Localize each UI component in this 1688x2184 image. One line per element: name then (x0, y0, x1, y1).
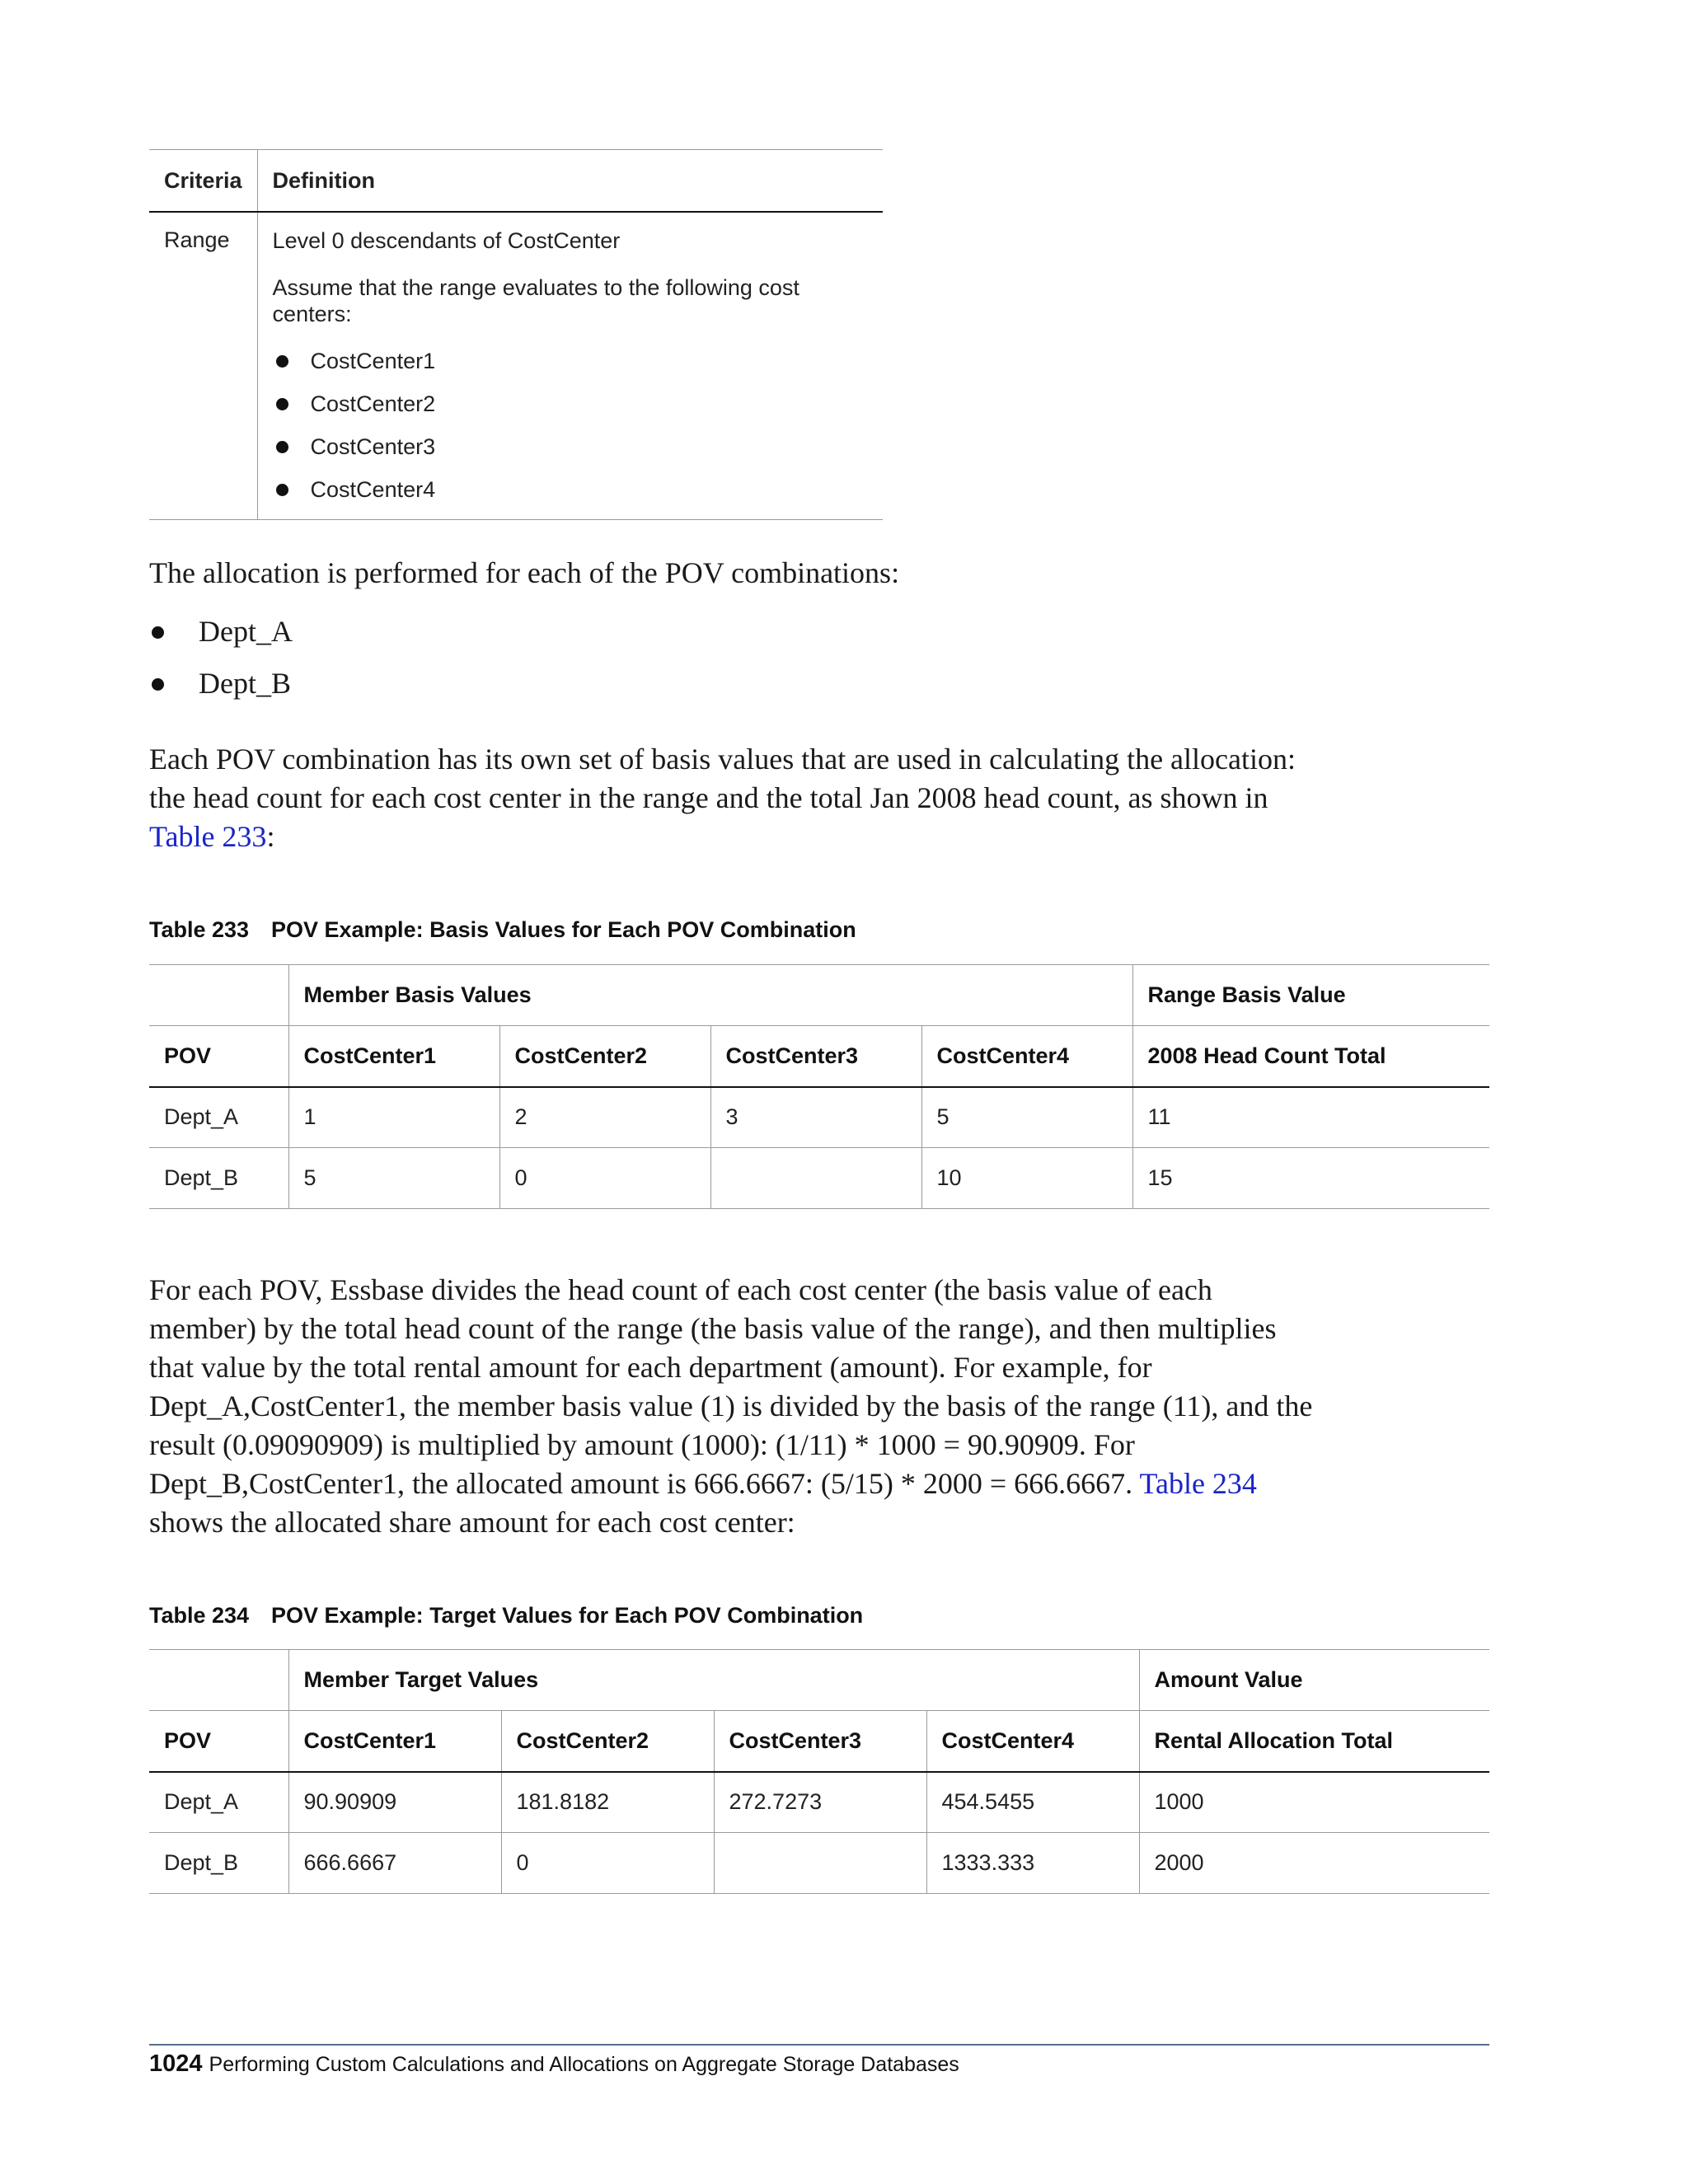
criteria-header: Criteria (149, 150, 257, 213)
definition-cell (257, 212, 883, 520)
group-header-row (149, 965, 1489, 1026)
table-234-number: Table 234 (149, 1603, 250, 1628)
divide-suffix: shows the allocated share amount for each cost center: (149, 1506, 795, 1539)
table-234-link[interactable]: Table 234 (1139, 1467, 1257, 1500)
column-header: Rental Allocation Total (1139, 1711, 1489, 1772)
table-cell: 1 (288, 1087, 499, 1148)
pov-list (149, 609, 293, 713)
table-233-number: Table 233 (149, 917, 250, 942)
table-row (149, 1772, 1489, 1833)
definition-header: Definition (257, 150, 883, 213)
basis-paragraph (149, 740, 1320, 856)
column-header: POV (149, 1026, 288, 1087)
table-cell: 666.6667 (288, 1833, 501, 1894)
table-cell: 1333.333 (926, 1833, 1139, 1894)
table-233-title: POV Example: Basis Values for Each POV Combination (271, 917, 856, 942)
table-233-link[interactable]: Table 233 (149, 820, 267, 853)
table-cell: 10 (921, 1148, 1132, 1209)
table-cell: 15 (1132, 1148, 1489, 1209)
table-234-caption (149, 1603, 863, 1629)
basis-suffix: : (266, 820, 275, 853)
footer-title: Performing Custom Calculations and Allocations on Aggregate Storage Databases (209, 2053, 959, 2076)
column-header-row (149, 1711, 1489, 1772)
basis-text: Each POV combination has its own set of basis values that are used in calculating the allocation: the head count for each cost center in the range and the total Jan 2008 head count, as shown in (149, 743, 1296, 814)
criteria-table (149, 149, 883, 520)
criteria-header-row (149, 150, 883, 213)
intro-paragraph: The allocation is performed for each of the POV combinations: (149, 556, 900, 589)
footer-divider (149, 2044, 1489, 2046)
table-cell: 2000 (1139, 1833, 1489, 1894)
group-header-member-basis: Member Basis Values (288, 965, 1132, 1026)
column-header: CostCenter3 (714, 1711, 926, 1772)
group-header-row (149, 1650, 1489, 1711)
list-item: Dept_A (149, 609, 293, 661)
page-footer (149, 2050, 959, 2078)
list-item: CostCenter4 (273, 476, 868, 503)
table-cell: Dept_B (149, 1833, 288, 1894)
table-cell: 5 (921, 1087, 1132, 1148)
column-header: 2008 Head Count Total (1132, 1026, 1489, 1087)
table-233-caption (149, 917, 856, 943)
divide-paragraph (149, 1271, 1320, 1542)
definition-line: Level 0 descendants of CostCenter (272, 228, 621, 253)
column-header: CostCenter4 (926, 1711, 1139, 1772)
table-cell: 1000 (1139, 1772, 1489, 1833)
criteria-row (149, 212, 883, 520)
table-cell: 0 (501, 1833, 714, 1894)
table-cell: 5 (288, 1148, 499, 1209)
table-cell: 3 (710, 1087, 921, 1148)
list-item: CostCenter1 (273, 348, 868, 374)
column-header: CostCenter2 (499, 1026, 710, 1087)
group-header-empty (149, 1650, 288, 1711)
table-cell: 90.90909 (288, 1772, 501, 1833)
column-header: CostCenter4 (921, 1026, 1132, 1087)
table-cell: Dept_A (149, 1772, 288, 1833)
list-item: CostCenter3 (273, 434, 868, 460)
column-header-row (149, 1026, 1489, 1087)
group-header-amount: Amount Value (1139, 1650, 1489, 1711)
divide-text: For each POV, Essbase divides the head count of each cost center (the basis value of each member) by the total head count of the range (the basis value of the range), and then multiplies that value by the total rental amount for each department (amount). For example, for Dept_A,CostCenter1, the member basis value (1) is divided by the basis of the range (11), and the result (0.09090909) is multiplied by amount (1000): (1/11) * 1000 = 90.90909. For Dept_B,CostCenter1, the allocated amount is 666.6667: (5/15) * 2000 = 666.6667. (149, 1273, 1313, 1500)
column-header: CostCenter1 (288, 1026, 499, 1087)
table-cell: 454.5455 (926, 1772, 1139, 1833)
column-header: CostCenter3 (710, 1026, 921, 1087)
table-cell: 272.7273 (714, 1772, 926, 1833)
table-row (149, 1833, 1489, 1894)
page-number: 1024 (149, 2050, 203, 2077)
table-cell: 11 (1132, 1087, 1489, 1148)
group-header-member-target: Member Target Values (288, 1650, 1139, 1711)
table-row (149, 1148, 1489, 1209)
table-cell (710, 1148, 921, 1209)
group-header-range-basis: Range Basis Value (1132, 965, 1489, 1026)
column-header: CostCenter1 (288, 1711, 501, 1772)
table-row (149, 1087, 1489, 1148)
column-header: CostCenter2 (501, 1711, 714, 1772)
group-header-empty (149, 965, 288, 1026)
list-item: Dept_B (149, 661, 293, 713)
table-233 (149, 964, 1489, 1209)
definition-line: Assume that the range evaluates to the following cost centers: (272, 275, 799, 326)
table-234 (149, 1649, 1489, 1894)
table-cell: 2 (499, 1087, 710, 1148)
table-234-title: POV Example: Target Values for Each POV Combination (271, 1603, 864, 1628)
cost-center-list (273, 348, 868, 503)
table-cell: 0 (499, 1148, 710, 1209)
table-cell (714, 1833, 926, 1894)
list-item: CostCenter2 (273, 391, 868, 417)
criteria-cell: Range (149, 212, 257, 520)
column-header: POV (149, 1711, 288, 1772)
table-cell: 181.8182 (501, 1772, 714, 1833)
table-cell: Dept_A (149, 1087, 288, 1148)
table-cell: Dept_B (149, 1148, 288, 1209)
